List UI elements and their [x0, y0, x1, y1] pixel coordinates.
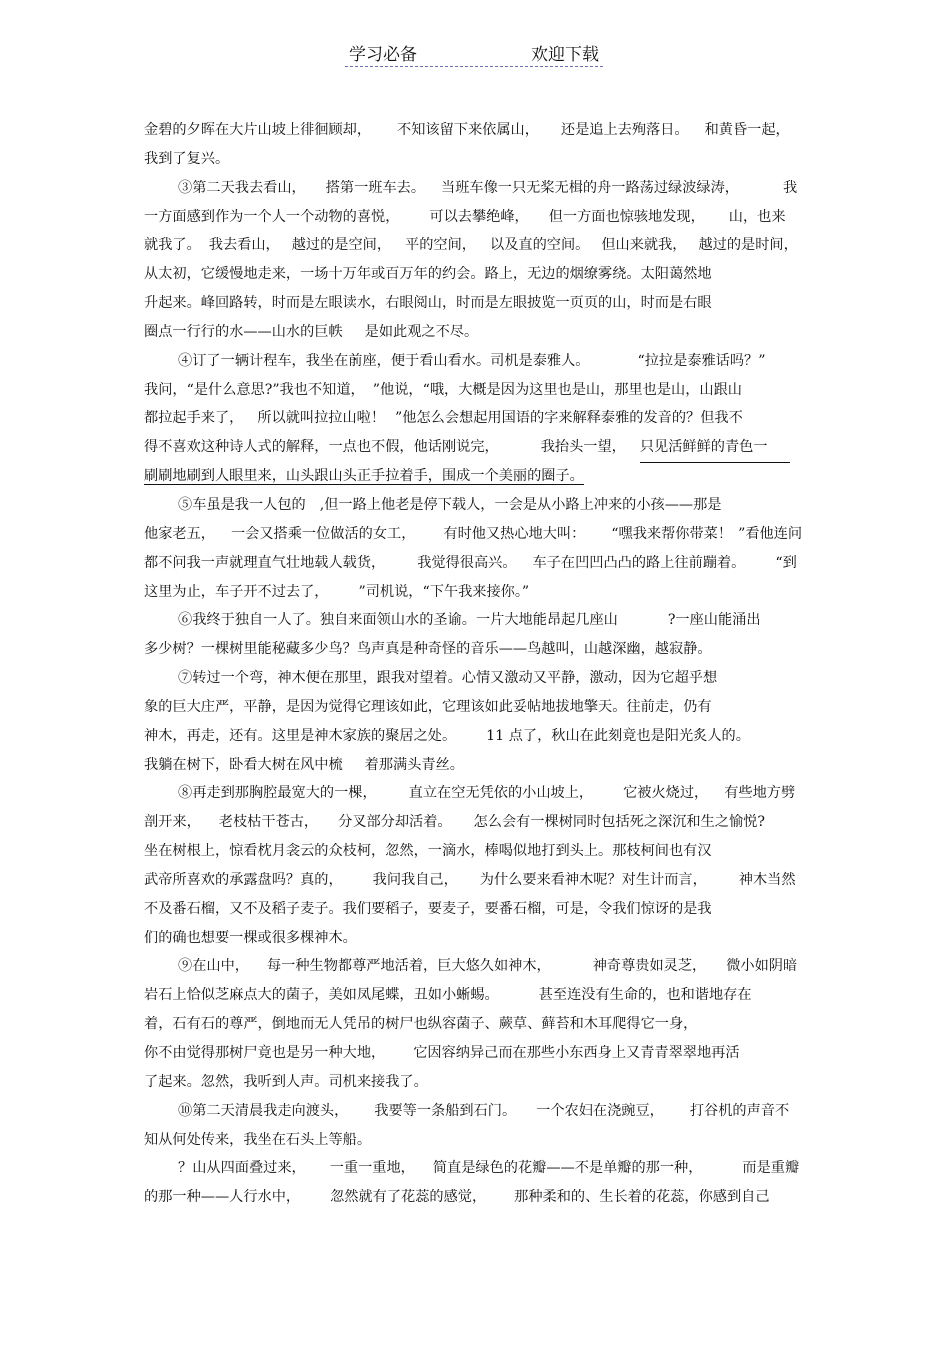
text-segment: 甚至连没有生命的，也和谐地存在 — [538, 987, 752, 1004]
text-segment: 是如此观之不尽。 — [364, 323, 479, 340]
text-segment: 都不问我一声就理直气壮地载人载货， — [144, 554, 386, 571]
text-segment: ⑤车虽是我一人包的 — [178, 496, 306, 513]
text-segment: 越过的是空间， — [291, 237, 392, 254]
text-segment: 而是重瓣 — [742, 1160, 800, 1177]
text-segment: 搭第一班车去。 — [325, 179, 426, 196]
text-segment: 它被火烧过， — [623, 785, 709, 802]
text-segment: “拉拉是泰雅话吗？” — [637, 352, 766, 369]
text-segment: 越过的是时间， — [698, 237, 798, 254]
text-line — [144, 1068, 824, 1097]
text-segment: ⑥我终于独自一人了。独自来面领山水的圣谕。一片大地能昂起几座山 — [178, 612, 618, 629]
text-segment: 岩石上恰似芝麻点大的菌子，美如凤尾蝶，丑如小蜥蜴。 — [144, 987, 499, 1004]
text-segment: “嘿我来帮你带菜！ — [611, 525, 733, 542]
text-segment: 为什么要来看神木呢？对生计而言， — [479, 871, 707, 888]
text-segment: 以及直的空间。 — [490, 237, 590, 254]
text-segment: 了起来。忽然，我听到人声。司机来接我了。 — [144, 1073, 428, 1090]
text-line — [144, 1010, 824, 1039]
text-segment: 就我了。 — [144, 237, 201, 254]
text-line — [144, 203, 824, 232]
text-segment: 多少树？一棵树里能秘藏多少鸟？鸟声真是种奇怪的音乐——鸟越叫，山越深幽，越寂静。 — [144, 641, 712, 658]
text-line — [144, 1126, 824, 1155]
text-line — [144, 808, 824, 837]
text-segment: 坐在树根上，惊看枕月衾云的众枝柯，忽然，一滴水，棒喝似地打到头上。那枝柯间也有汉 — [144, 843, 712, 860]
text-segment: 还是追上去殉落日。 — [560, 122, 689, 138]
text-segment: 剖开来， — [144, 814, 201, 831]
text-segment: 我问，“是什么意思?”我也不知道， — [144, 381, 365, 398]
text-segment: 武帝所喜欢的承露盘吗？真的， — [144, 871, 343, 888]
text-segment: 和黄昏一起， — [704, 122, 790, 138]
text-line — [144, 318, 824, 347]
text-segment: ”他说，“哦，大概是因为这里也是山，那里也是山，山跟山 — [372, 381, 742, 398]
text-segment: 可以去攀绝峰， — [429, 208, 529, 225]
text-segment: 都拉起手来了， — [144, 410, 244, 427]
text-segment: 11 点了，秋山在此刻竟也是阳光炙人的。 — [486, 727, 750, 744]
text-line — [144, 491, 824, 520]
article-body — [144, 116, 824, 1212]
text-line — [144, 751, 824, 780]
text-segment: 怎么会有一棵树同时包括死之深沉和生之愉悦? — [473, 814, 765, 831]
text-segment: 平的空间， — [405, 237, 476, 254]
text-segment: 我抬头一望， — [540, 439, 626, 456]
text-line — [144, 1183, 824, 1212]
text-line — [144, 635, 824, 664]
underlined-text: 只见活鲜鲜的青色一 — [640, 433, 790, 463]
text-segment: 我问我自己， — [372, 871, 458, 888]
header-left-text: 学习必备 — [349, 45, 417, 65]
text-segment: 着那满头青丝。 — [364, 756, 464, 773]
text-segment: 得不喜欢这种诗人式的解释，一点也不假，他话刚说完， — [144, 439, 499, 456]
text-segment: ”看他连问 — [738, 525, 803, 542]
text-segment: 他家老五， — [144, 525, 215, 542]
text-line — [144, 837, 824, 866]
text-segment: 但一方面也惊骇地发现， — [548, 208, 705, 225]
text-line — [144, 404, 824, 433]
text-segment: 象的巨大庄严，平静，是因为觉得它理该如此，它理该如此妥帖地拔地擎天。往前走，仍有 — [144, 698, 712, 715]
text-segment: 我到了复兴。 — [144, 150, 230, 167]
text-line — [144, 260, 824, 289]
text-line — [144, 1039, 824, 1068]
text-segment: 老枝枯干苍古， — [218, 814, 319, 831]
text-line — [144, 289, 824, 318]
text-segment: 们的确也想要一棵或很多棵神木。 — [144, 929, 357, 946]
text-segment: ④订了一辆计程车，我坐在前座，便于看山看水。司机是泰雅人。 — [178, 352, 590, 369]
text-segment: 从太初，它缓慢地走来，一场十万年或百万年的约会。路上，无边的烟缭雾绕。太阳蔼然地 — [144, 266, 712, 283]
text-segment: 有时他又热心地大叫： — [443, 525, 586, 542]
text-segment: 所以就叫拉拉山啦！ — [257, 410, 386, 427]
text-segment: 它因容纳异己而在那些小东西身上又青青翠翠地再活 — [413, 1045, 740, 1061]
text-segment: 分叉部分却活着。 — [338, 814, 452, 831]
text-segment: 我要等一条船到石门。 — [374, 1102, 517, 1119]
text-line — [144, 1097, 824, 1126]
text-segment: 升起来。峰回路转，时而是左眼读水，右眼阅山，时而是左眼披览一页页的山，时而是右眼 — [144, 295, 712, 312]
text-segment: 神木，再走，还有。这里是神木家族的聚居之处。 — [144, 727, 457, 744]
text-segment: 金碧的夕晖在大片山坡上徘徊顾却， — [144, 122, 372, 138]
text-line — [144, 520, 824, 549]
page-header — [345, 40, 603, 67]
text-line — [144, 231, 824, 260]
text-segment: 直立在空无凭依的小山坡上， — [408, 785, 594, 802]
text-segment: “到 — [775, 554, 797, 571]
text-segment: 每一种生物都尊严地活着，巨大悠久如神木， — [266, 958, 551, 975]
text-segment: ⑧再走到那胸腔最宽大的一棵， — [178, 785, 377, 802]
text-line — [144, 606, 824, 635]
text-line — [144, 693, 824, 722]
text-line — [144, 174, 824, 203]
text-segment: 我躺在树下，卧看大树在风中梳 — [144, 756, 343, 773]
text-segment: 一重一重地， — [329, 1160, 415, 1177]
text-segment: ⑩第二天清晨我走向渡头， — [178, 1102, 349, 1119]
text-line — [144, 145, 824, 174]
text-segment: 有些地方劈 — [724, 785, 796, 802]
text-line — [144, 664, 824, 693]
text-line — [144, 924, 824, 953]
text-segment: 这里为止，车子开不过去了， — [144, 583, 329, 600]
text-segment: 车子在凹凹凸凸的路上往前蹦着。 — [532, 554, 746, 571]
text-line — [144, 1154, 824, 1183]
text-segment: 的那一种——人行水中， — [144, 1189, 301, 1206]
text-segment: 山，也来 — [728, 208, 786, 225]
text-segment: 我去看山， — [208, 237, 280, 254]
text-segment: 神奇尊贵如灵芝， — [592, 958, 707, 975]
text-line — [144, 779, 824, 808]
text-line — [144, 578, 824, 607]
text-line — [144, 433, 824, 462]
text-segment: 忽然就有了花蕊的感觉， — [330, 1189, 487, 1206]
text-segment: 打谷机的声音不 — [689, 1102, 790, 1119]
text-segment: 一方面感到作为一个人一个动物的喜悦， — [144, 208, 400, 225]
text-line — [144, 116, 824, 145]
text-segment: 一个农妇在浇豌豆， — [536, 1102, 664, 1119]
text-segment: ？山从四面叠过来， — [178, 1160, 306, 1177]
text-line — [144, 722, 824, 751]
text-segment: ”他怎么会想起用国语的字来解释泰雅的发音的？但我不 — [395, 410, 743, 427]
text-segment: ⑦转过一个弯，神木便在那里，跟我对望着。心情又激动又平静，激动，因为它超乎想 — [178, 670, 718, 687]
text-line — [144, 981, 824, 1010]
text-segment: ⑨在山中， — [178, 958, 249, 975]
text-line — [144, 952, 824, 981]
text-segment: 知从何处传来，我坐在石头上等船。 — [144, 1131, 372, 1148]
text-segment: 当班车像一只无桨无楫的舟一路荡过绿波绿涛， — [441, 179, 739, 196]
text-segment: ③第二天我去看山， — [178, 179, 306, 196]
text-line — [144, 462, 824, 491]
text-segment: 不及番石榴，又不及稻子麦子。我们要稻子，要麦子，要番石榴，可是，令我们惊讶的是我 — [144, 900, 712, 917]
text-line — [144, 866, 824, 895]
text-line — [144, 549, 824, 578]
text-segment: ?一座山能涌出 — [667, 612, 761, 629]
text-segment: 简直是绿色的花瓣——不是单瓣的那一种， — [432, 1160, 703, 1177]
text-segment: 一会又搭乘一位做活的女工， — [230, 525, 416, 542]
text-segment: ,但一路上他老是停下载人，一会是从小路上冲来的小孩——那是 — [319, 496, 722, 513]
text-segment: 微小如阴暗 — [726, 958, 798, 975]
text-segment: 不知该留下来依属山， — [397, 122, 539, 138]
text-line — [144, 895, 824, 924]
text-segment: 着，石有石的尊严，倒地而无人凭吊的树尸也纵容菌子、蕨草、藓苔和木耳爬得它一身， — [144, 1016, 698, 1033]
text-segment: 但山来就我， — [601, 237, 687, 254]
text-segment: 那种柔和的、生长着的花蕊，你感到自己 — [514, 1189, 770, 1206]
text-line — [144, 347, 824, 376]
text-segment: 我觉得很高兴。 — [417, 554, 517, 571]
text-segment: 你不由觉得那树尸竟也是另一种大地， — [144, 1045, 386, 1061]
text-segment: ”司机说，“下午我来接你。” — [358, 583, 530, 600]
text-segment: 我 — [782, 179, 798, 196]
text-segment: 神木当然 — [738, 871, 796, 888]
text-line — [144, 376, 824, 405]
header-right-text: 欢迎下载 — [531, 45, 599, 65]
underlined-text: 刷刷地刷到人眼里来，山头跟山头正手拉着手，围成一个美丽的圈子。 — [144, 468, 584, 485]
text-segment: 圈点一行行的水——山水的巨帙 — [144, 323, 343, 340]
